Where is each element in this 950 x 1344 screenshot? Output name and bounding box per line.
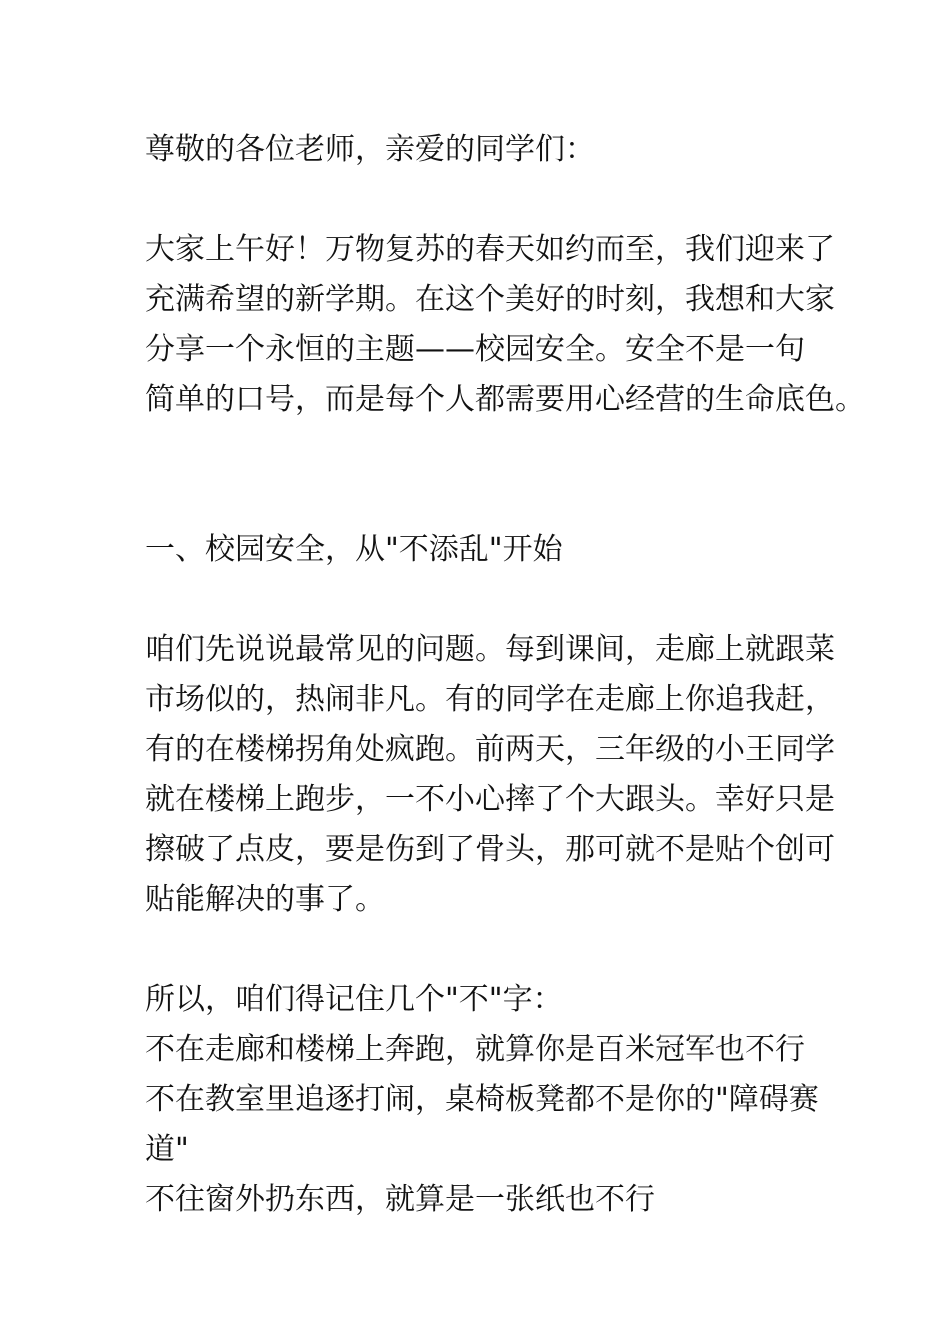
rule-line: 不往窗外扔东西，就算是一张纸也不行 [145, 1182, 655, 1217]
rules-list [145, 1025, 835, 1225]
salutation: 尊敬的各位老师，亲爱的同学们： [145, 132, 595, 167]
intro-line: 简单的口号，而是每个人都需要用心经营的生命底色。 [145, 382, 865, 417]
body-paragraph [145, 625, 835, 925]
rule-line: 不在教室里追逐打闹，桌椅板凳都不是你的"障碍赛 [145, 1082, 819, 1117]
intro-line: 充满希望的新学期。在这个美好的时刻，我想和大家 [145, 282, 835, 317]
intro-line: 分享一个永恒的主题——校园安全。安全不是一句 [145, 332, 805, 367]
body-line: 贴能解决的事了。 [145, 882, 385, 917]
rule-line: 道" [145, 1132, 189, 1167]
body-line: 有的在楼梯拐角处疯跑。前两天，三年级的小王同学 [145, 732, 835, 767]
body-line: 市场似的，热闹非凡。有的同学在走廊上你追我赶， [145, 682, 835, 717]
rules-intro: 所以，咱们得记住几个"不"字： [145, 982, 563, 1017]
body-line: 就在楼梯上跑步，一不小心摔了个大跟头。幸好只是 [145, 782, 835, 817]
section-heading: 一、校园安全，从"不添乱"开始 [145, 532, 563, 567]
rule-line: 不在走廊和楼梯上奔跑，就算你是百米冠军也不行 [145, 1032, 805, 1067]
body-line: 咱们先说说最常见的问题。每到课间，走廊上就跟菜 [145, 632, 835, 667]
document-body [145, 125, 865, 1225]
intro-paragraph [145, 225, 865, 425]
intro-line: 大家上午好！万物复苏的春天如约而至，我们迎来了 [145, 232, 835, 267]
body-line: 擦破了点皮，要是伤到了骨头，那可就不是贴个创可 [145, 832, 835, 867]
